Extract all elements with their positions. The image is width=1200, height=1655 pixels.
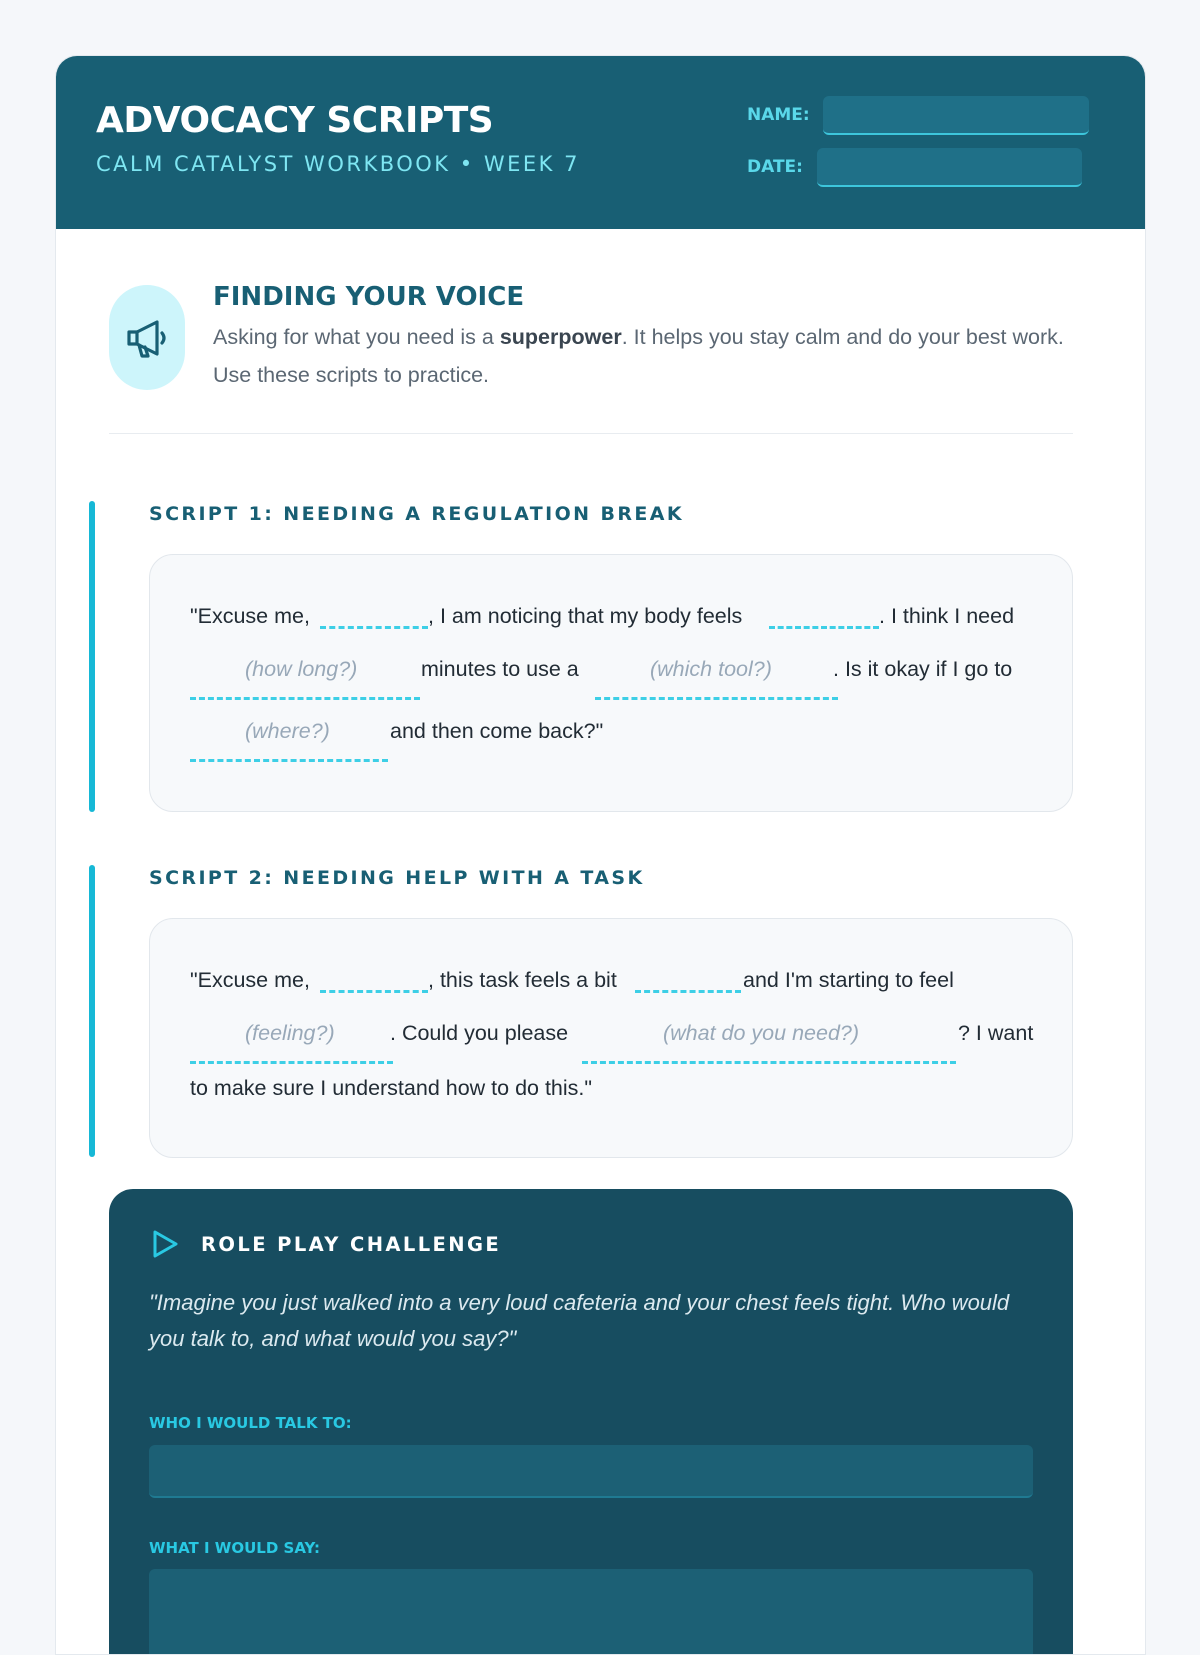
date-field[interactable]: [817, 148, 1082, 187]
script1-hint-where: (where?): [245, 719, 330, 743]
script2-title: SCRIPT 2: NEEDING HELP WITH A TASK: [149, 867, 645, 889]
script1-text-6: and then come back?": [390, 719, 604, 743]
say-input[interactable]: [149, 1569, 1033, 1655]
who-label: WHO I WOULD TALK TO:: [149, 1414, 352, 1432]
name-field[interactable]: [823, 96, 1089, 135]
roleplay-card: [109, 1189, 1073, 1655]
script1-box: [149, 554, 1073, 812]
script1-blank-tool[interactable]: [595, 697, 838, 700]
script2-blank-difficulty[interactable]: [635, 990, 741, 993]
script1-hint-tool: (which tool?): [650, 657, 772, 681]
worksheet: [55, 55, 1146, 1655]
script2-text-5: ? I want: [958, 1021, 1034, 1045]
script2-text-3: and I'm starting to feel: [743, 968, 954, 992]
script2-box: [149, 918, 1073, 1158]
page-title: ADVOCACY SCRIPTS: [96, 100, 494, 141]
script1-blank-where[interactable]: [190, 759, 388, 762]
script1-blank-name[interactable]: [320, 626, 428, 629]
say-label: WHAT I WOULD SAY:: [149, 1539, 321, 1557]
script2-blank-need[interactable]: [582, 1061, 956, 1064]
divider: [109, 433, 1073, 434]
script2-text-4: . Could you please: [390, 1021, 569, 1045]
page-subtitle: CALM CATALYST WORKBOOK • WEEK 7: [96, 152, 580, 176]
date-label: DATE:: [747, 157, 803, 177]
play-icon: [151, 1229, 179, 1264]
script2-accent-bar: [89, 865, 95, 1157]
script2-hint-need: (what do you need?): [663, 1021, 860, 1045]
script1-text-5: . Is it okay if I go to: [833, 657, 1013, 681]
who-input[interactable]: [149, 1445, 1033, 1498]
intro-title: FINDING YOUR VOICE: [213, 282, 525, 312]
name-label: NAME:: [747, 105, 810, 125]
script1-text-2: , I am noticing that my body feels: [428, 604, 743, 628]
script1-blank-how-long[interactable]: [190, 697, 420, 700]
script1-title: SCRIPT 1: NEEDING A REGULATION BREAK: [149, 503, 684, 525]
megaphone-icon: [109, 285, 185, 390]
intro-text: Asking for what you need is a superpower. It helps you stay calm and do your best work. Use these scripts to practice.: [213, 325, 1064, 387]
script2-blank-feeling[interactable]: [190, 1061, 393, 1064]
script1-text-3: . I think I need: [879, 604, 1015, 628]
script2-blank-name[interactable]: [320, 990, 428, 993]
script1-text-4: minutes to use a: [421, 657, 579, 681]
script1-hint-how-long: (how long?): [245, 657, 358, 681]
script2-hint-feeling: (feeling?): [245, 1021, 335, 1045]
roleplay-title: ROLE PLAY CHALLENGE: [201, 1233, 502, 1256]
roleplay-quote: "Imagine you just walked into a very loud cafeteria and your chest feels tight. Who would you talk to, and what would you say?": [149, 1290, 1010, 1351]
script1-accent-bar: [89, 501, 95, 812]
script1-blank-feeling[interactable]: [769, 626, 879, 629]
script2-text-6: to make sure I understand how to do this.": [190, 1076, 593, 1100]
header: [56, 56, 1145, 229]
script2-text-2: , this task feels a bit: [428, 968, 617, 992]
script2-text-1: "Excuse me,: [190, 968, 310, 992]
script1-text-1: "Excuse me,: [190, 604, 310, 628]
